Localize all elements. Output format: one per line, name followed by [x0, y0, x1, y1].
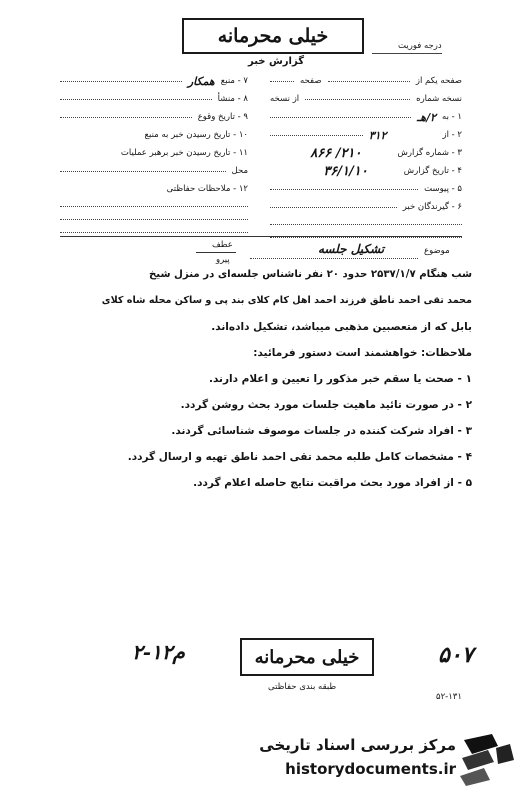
subject-underline — [250, 258, 418, 259]
remarks-item-4: ۴ - مشخصات کامل طلبه محمد تقی احمد ناطق تهیه و ارسال گردد. — [127, 451, 472, 463]
remarks-item-3: ۳ - افراد شرکت کننده در جلسات موصوف شناسائی گردند. — [171, 425, 472, 437]
field-copy-number — [270, 90, 462, 108]
report-subtitle: گزارش خبر — [248, 56, 305, 67]
remarks-title: ملاحظات: خواهشمند است دستور فرمائید: — [253, 347, 472, 359]
urgency-label: درجه فوریت — [398, 41, 442, 51]
field-location — [60, 162, 248, 180]
field-label: ۴ - تاریخ گزارش — [403, 166, 462, 176]
field-label: ۱ - به — [442, 112, 462, 122]
field-security-remarks — [60, 180, 248, 198]
report-body — [60, 262, 472, 496]
watermark — [232, 730, 520, 792]
field-to — [270, 108, 462, 126]
field-report-number — [270, 144, 462, 162]
field-label: صفحه یکم از — [415, 76, 462, 86]
field-label: محل — [231, 166, 248, 176]
field-label: ۸ - منشأ — [217, 94, 248, 104]
field-label: ۵ - پیوست — [424, 184, 462, 194]
watermark-url: historydocuments.ir — [285, 760, 456, 778]
field-recipients — [270, 198, 462, 216]
left-blank-lines — [60, 206, 248, 233]
field-label: نسخه شماره — [416, 94, 462, 104]
watermark-title: مرکز بررسی اسناد تاریخی — [259, 736, 456, 754]
field-origin — [60, 90, 248, 108]
field-label: ۱۰ - تاریخ رسیدن خبر به منبع — [144, 130, 248, 140]
field-label: ۲ - از — [442, 130, 462, 140]
urgency-line — [372, 53, 442, 54]
classification-note: طبقه بندی حفاظتی — [268, 682, 337, 692]
field-date-to-operations — [60, 144, 248, 162]
field-report-date — [270, 162, 462, 180]
field-label: ۶ - گیرندگان خبر — [402, 202, 462, 212]
body-line-2: محمد تقی احمد ناطق فرزند احمد اهل کام کلای بند پی و ساکن محله شاه کلای — [101, 295, 472, 306]
archive-logo-icon — [458, 732, 516, 788]
remarks-item-5: ۵ - از افراد مورد بحث مراقبت نتایج حاصله اعلام گردد. — [193, 477, 472, 489]
field-value: ۳۶/۱/۱۰ — [323, 163, 368, 179]
top-classification-stamp — [182, 18, 364, 54]
field-value: ۲/هـ — [417, 110, 437, 124]
subject-label: موضوع — [424, 246, 450, 256]
field-from — [270, 126, 462, 144]
left-fields — [60, 72, 248, 198]
field-value: ۳۱۲ — [368, 128, 387, 142]
field-value: ۲۱۰/ ۸۶۶ — [310, 145, 362, 161]
side-box-divider — [196, 252, 236, 253]
remarks-item-2: ۲ - در صورت تائید ماهیت جلسات مورد بحث روشن گردد. — [180, 399, 472, 411]
handwritten-number: ۲-۱۲م — [132, 640, 185, 664]
field-page — [270, 72, 462, 90]
field-attachment — [270, 180, 462, 198]
side-box-peyro: پیرو — [216, 255, 230, 265]
side-box-atf: عطف — [212, 240, 233, 250]
bottom-classification-stamp — [240, 638, 374, 676]
page-number: ۵۰۷ — [438, 642, 474, 668]
body-line-1: شب هنگام ۲۵۳۷/۱/۷ حدود ۲۰ نفر ناشناس جلسه‌ای در منزل شیخ — [148, 269, 472, 280]
field-label: ۱۱ - تاریخ رسیدن خبر برهبر عملیات — [120, 148, 248, 158]
subject-rule — [60, 236, 462, 237]
remarks-item-1: ۱ - صحت یا سقم خبر مذکور را تعیین و اعلام دارند. — [208, 373, 472, 385]
field-source — [60, 72, 248, 90]
field-extra: صفحه — [300, 76, 322, 86]
field-label: ۱۲ - ملاحظات حفاظتی — [166, 184, 248, 194]
field-value: همکار — [187, 74, 215, 88]
field-date-to-source — [60, 126, 248, 144]
right-fields — [270, 72, 462, 216]
top-stamp-text: خیلی محرمانه — [217, 25, 329, 47]
bottom-stamp-text: خیلی محرمانه — [254, 646, 360, 668]
field-extra: از نسخه — [270, 94, 300, 104]
field-label: ۷ - منبع — [220, 76, 248, 86]
field-label: ۳ - شماره گزارش — [397, 148, 462, 158]
field-label: ۹ - تاریخ وقوع — [197, 112, 248, 122]
field-occurrence-date — [60, 108, 248, 126]
form-code: ۵۲-۱۳۱ — [436, 692, 462, 702]
subject-value: تشکیل جلسه — [318, 242, 385, 256]
body-line-3: بابل که از متعصبین مذهبی میباشد، تشکیل داده‌اند. — [211, 321, 472, 333]
